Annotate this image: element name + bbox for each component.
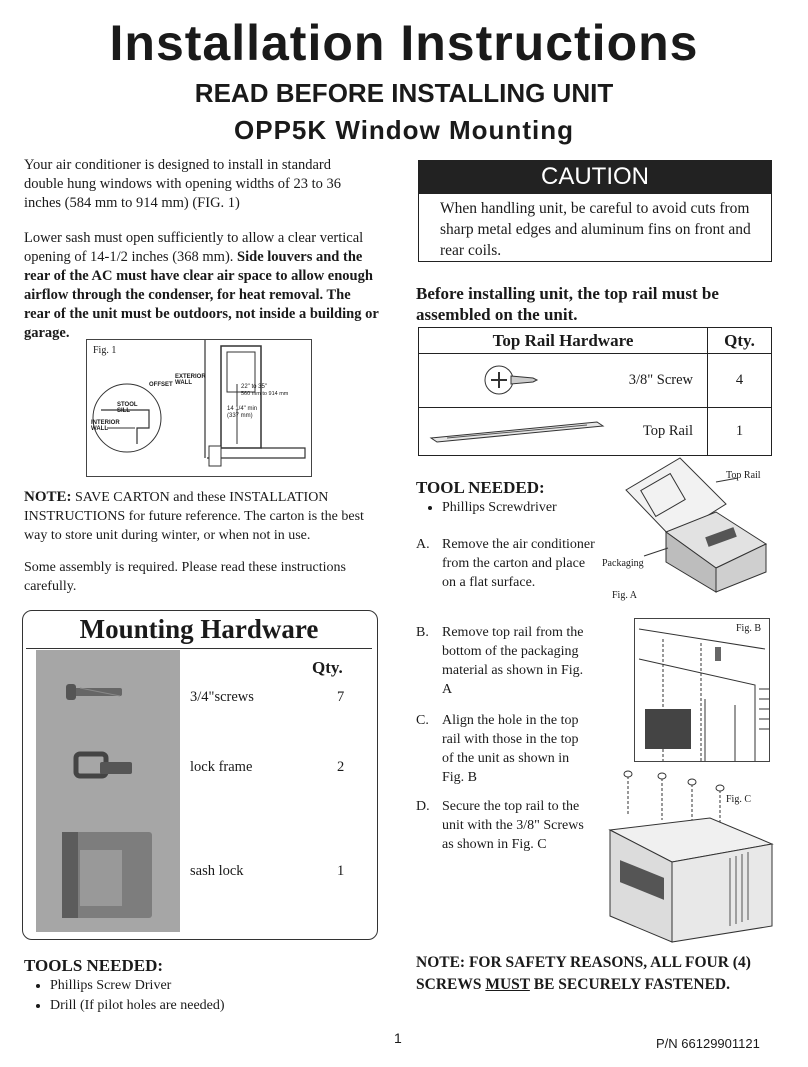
airflow-warning: Side louvers and the rear of the AC must have clear air space to allow enough airflow through the condenser, for heat removal. The rear of the unit must be outdoors, not inside a building or garage. — [24, 249, 379, 341]
top-rail-intro: Before installing unit, the top rail must be assembled on the unit. — [416, 284, 719, 324]
tool-item: • Drill (If pilot holes are needed) — [50, 996, 370, 1016]
top-rail-hardware-table — [418, 327, 772, 456]
intro-paragraph-1: Your air conditioner is designed to install in standard double hung windows with opening widths of 23 to 36 inches (584 mm to 914 mm) (FIG. 1) — [24, 157, 341, 211]
step-text: Align the hole in the top rail with those in the top of the unit as shown in Fig. B — [442, 713, 579, 785]
table-header-name: Top Rail Hardware — [419, 328, 708, 354]
clearance-text: Lower sash must open sufficiently to allow a clear vertical opening of 14-1/2 inches (368 mm). — [24, 230, 364, 265]
page-subtitle: READ BEFORE INSTALLING UNIT — [194, 78, 614, 108]
figure-c-illustration — [600, 766, 776, 944]
min-height-label: 14 1/4" min — [227, 406, 258, 412]
hardware-qty-sash-lock: 1 — [337, 863, 345, 879]
min-height-mm: (337 mm) — [227, 413, 253, 419]
screw-icon — [481, 362, 541, 400]
table-row — [419, 354, 772, 408]
stool-sill-label: STOOL SILL — [117, 402, 138, 414]
tools-needed-title: TOOLS NEEDED: — [24, 956, 164, 975]
step-letter: D. — [416, 799, 430, 814]
hardware-qty-lock-frame: 2 — [337, 759, 345, 775]
hardware-photo — [36, 650, 180, 932]
step-text: Secure the top rail to the unit with the 3/8" Screws as shown in Fig. C — [442, 799, 584, 852]
step-letter: A. — [416, 537, 430, 552]
step-letter: B. — [416, 625, 429, 640]
page-number: 1 — [394, 1030, 402, 1046]
step-b — [416, 623, 586, 699]
divider — [26, 648, 372, 649]
tool-item: • Phillips Screwdriver — [442, 498, 622, 518]
figure-b-label: Fig. B — [735, 623, 761, 634]
exterior-wall-label: EXTERIOR WALL — [175, 374, 206, 386]
tool-item: • Phillips Screw Driver — [50, 976, 370, 996]
safety-note-text-end: BE SECURELY FASTENED. — [529, 976, 730, 993]
tool-needed-list — [420, 498, 622, 518]
step-text: Remove top rail from the bottom of the packaging material as shown in Fig. A — [442, 625, 584, 697]
table-cell-qty: 1 — [708, 408, 772, 456]
figure-a-label: Fig. A — [612, 590, 638, 601]
safety-note-emphasis: MUST — [485, 976, 530, 993]
figure-1 — [86, 339, 312, 477]
table-header-qty: Qty. — [708, 328, 772, 354]
tools-needed-list — [28, 976, 370, 1016]
figure-b-illustration — [635, 619, 769, 761]
step-text: Remove the air conditioner from the carton and place on a flat surface. — [442, 537, 595, 590]
step-d — [416, 797, 586, 854]
safety-note-text: NOTE: FOR SAFETY REASONS, ALL FOUR (4) SCREWS — [416, 954, 751, 993]
hardware-item-lock-frame: lock frame — [190, 759, 253, 775]
table-cell-top-rail: Top Rail — [642, 423, 693, 439]
top-rail-icon — [427, 420, 607, 444]
safety-note — [416, 952, 776, 996]
mounting-hardware-title: Mounting Hardware — [79, 614, 319, 644]
table-cell-screw: 3/8" Screw — [628, 372, 693, 388]
qty-header: Qty. — [312, 658, 343, 677]
note-label: NOTE: — [24, 489, 72, 505]
figure-b — [634, 618, 770, 762]
interior-wall-label: INTERIOR WALL — [91, 420, 120, 432]
hardware-item-screws: 3/4"screws — [190, 689, 254, 705]
figure-c-label: Fig. C — [726, 794, 752, 805]
caution-heading: CAUTION — [418, 160, 772, 194]
assembly-note: Some assembly is required. Please read these instructions carefully. — [24, 560, 346, 594]
figure-1-label: Fig. 1 — [93, 345, 117, 356]
offset-label: OFFSET — [149, 382, 173, 388]
note-paragraph — [24, 488, 370, 545]
table-row — [419, 408, 772, 456]
hardware-qty-screws: 7 — [337, 689, 345, 705]
caution-text: When handling unit, be careful to avoid cuts from sharp metal edges and aluminum fins on front and rear coils. — [440, 200, 751, 259]
width-range-mm: 560 mm to 914 mm — [241, 391, 289, 397]
part-number: P/N 66129901121 — [656, 1036, 760, 1051]
step-letter: C. — [416, 713, 429, 728]
intro-paragraph-2 — [24, 229, 380, 343]
hardware-items-illustration — [36, 650, 180, 932]
hardware-item-sash-lock: sash lock — [190, 863, 244, 879]
step-a — [416, 535, 596, 592]
figure-a-packaging-label: Packaging — [602, 558, 644, 569]
step-c — [416, 711, 586, 787]
page-title: Installation Instructions — [109, 15, 699, 71]
note-text: SAVE CARTON and these INSTALLATION INSTRUCTIONS for future reference. The carton is the best way to store unit during winter, or when not in use. — [24, 490, 364, 543]
table-cell-qty: 4 — [708, 354, 772, 408]
figure-a-top-rail-label: Top Rail — [726, 470, 761, 481]
tool-needed-title: TOOL NEEDED: — [416, 478, 545, 497]
model-heading: OPP5K Window Mounting — [234, 115, 574, 145]
width-range-label: 22" to 35" — [241, 384, 267, 390]
